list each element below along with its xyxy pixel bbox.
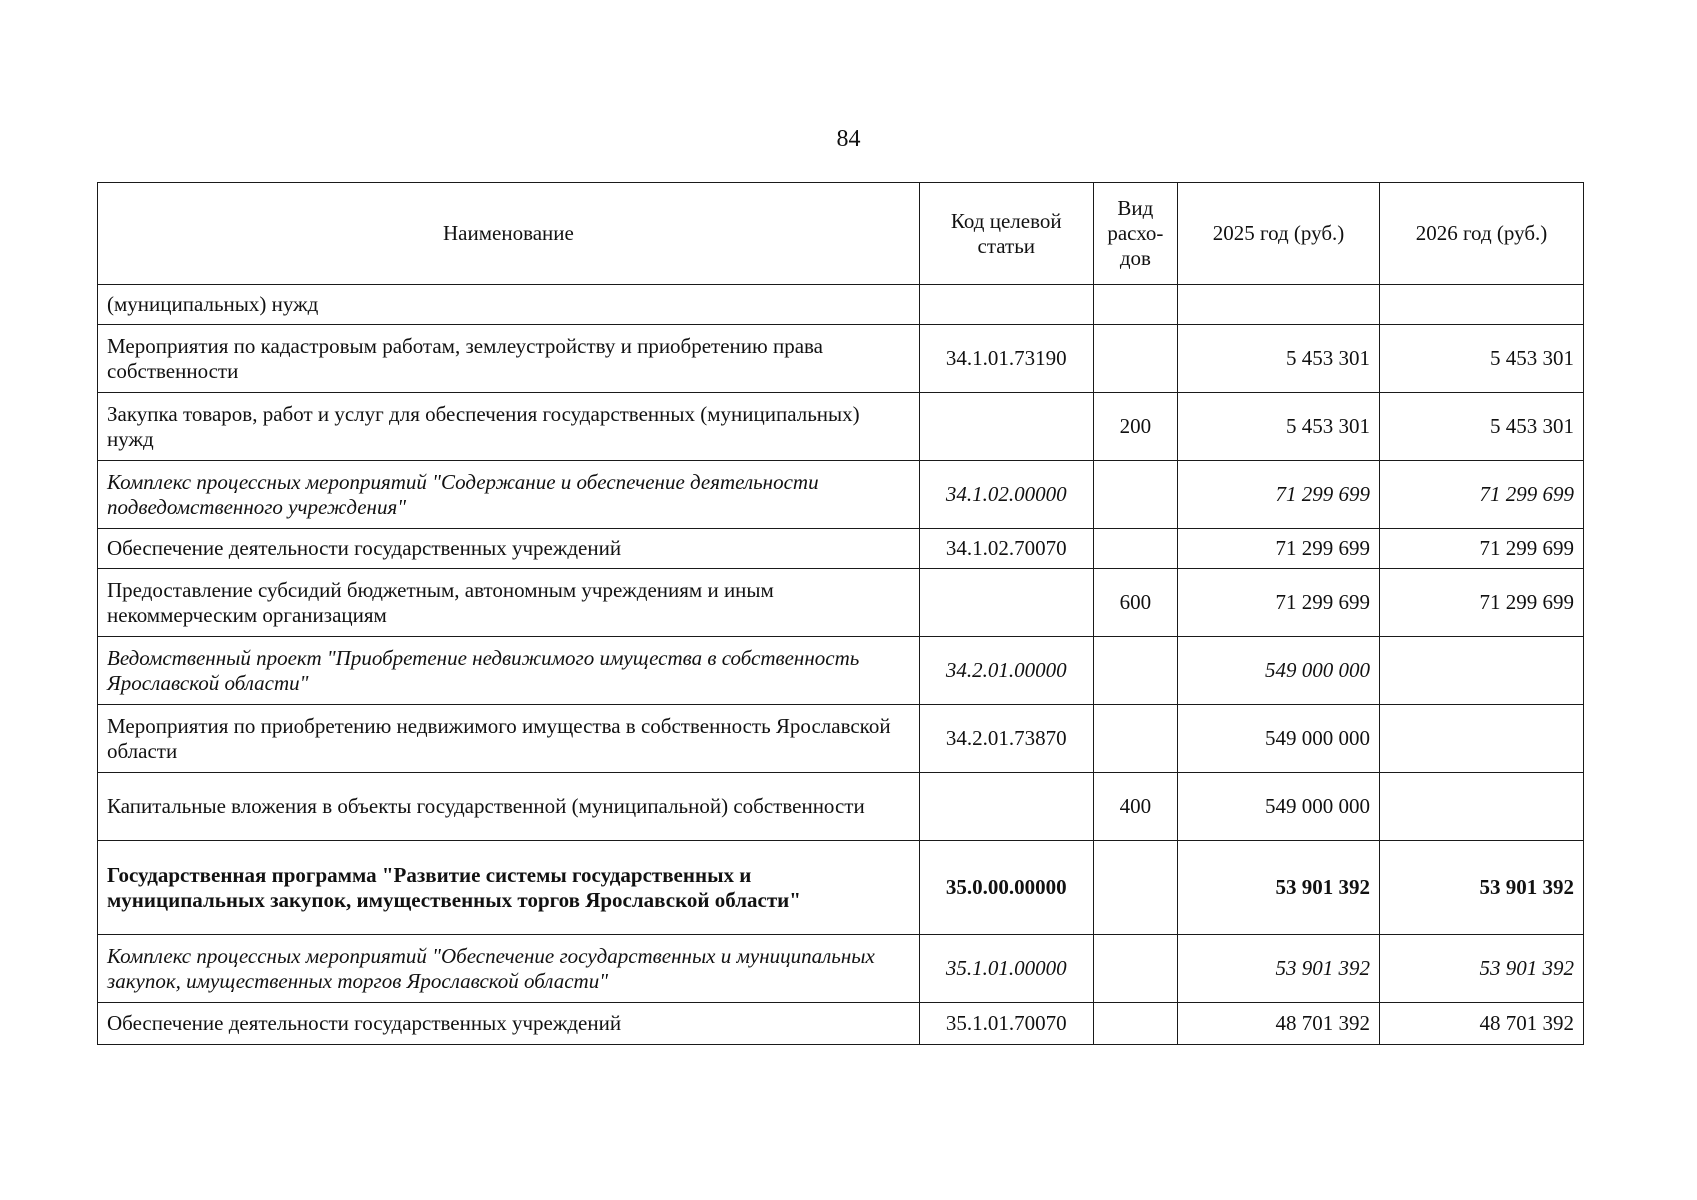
column-header-2026: 2026 год (руб.): [1380, 183, 1584, 285]
cell-2025: 71 299 699: [1178, 569, 1380, 637]
cell-2025: 5 453 301: [1178, 325, 1380, 393]
cell-2025: 549 000 000: [1178, 637, 1380, 705]
cell-2025: 549 000 000: [1178, 705, 1380, 773]
table-row: [98, 935, 1584, 1003]
cell-2026: [1380, 637, 1584, 705]
column-header-code: Код целевой статьи: [919, 183, 1093, 285]
cell-name: (муниципальных) нужд: [98, 285, 920, 325]
column-header-name: Наименование: [98, 183, 920, 285]
cell-kind: [1093, 461, 1177, 529]
cell-code: 35.0.00.00000: [919, 841, 1093, 935]
cell-2025: 71 299 699: [1178, 529, 1380, 569]
cell-kind: [1093, 325, 1177, 393]
cell-2026: 5 453 301: [1380, 325, 1584, 393]
cell-2026: 53 901 392: [1380, 841, 1584, 935]
cell-kind: [1093, 285, 1177, 325]
cell-kind: 400: [1093, 773, 1177, 841]
cell-code: 34.1.02.00000: [919, 461, 1093, 529]
cell-name: Мероприятия по кадастровым работам, землеустройству и приобретению права собственности: [98, 325, 920, 393]
cell-code: 35.1.01.00000: [919, 935, 1093, 1003]
cell-code: 34.2.01.00000: [919, 637, 1093, 705]
cell-2026: 53 901 392: [1380, 935, 1584, 1003]
cell-2026: 48 701 392: [1380, 1003, 1584, 1045]
cell-2025: [1178, 285, 1380, 325]
cell-name: Обеспечение деятельности государственных учреждений: [98, 529, 920, 569]
table-body: [98, 285, 1584, 1045]
cell-kind: [1093, 529, 1177, 569]
cell-2025: 549 000 000: [1178, 773, 1380, 841]
cell-code: 34.1.01.73190: [919, 325, 1093, 393]
cell-2026: [1380, 705, 1584, 773]
cell-2026: 5 453 301: [1380, 393, 1584, 461]
cell-2025: 48 701 392: [1178, 1003, 1380, 1045]
table-row: [98, 1003, 1584, 1045]
cell-code: [919, 569, 1093, 637]
table-row: [98, 773, 1584, 841]
cell-2026: 71 299 699: [1380, 529, 1584, 569]
cell-code: 34.2.01.73870: [919, 705, 1093, 773]
column-header-kind: Вид расхо-дов: [1093, 183, 1177, 285]
cell-kind: [1093, 841, 1177, 935]
cell-name: Обеспечение деятельности государственных учреждений: [98, 1003, 920, 1045]
cell-code: [919, 285, 1093, 325]
table-row: [98, 285, 1584, 325]
cell-2025: 71 299 699: [1178, 461, 1380, 529]
cell-name: Капитальные вложения в объекты государственной (муниципальной) собственности: [98, 773, 920, 841]
cell-code: 34.1.02.70070: [919, 529, 1093, 569]
cell-2026: 71 299 699: [1380, 569, 1584, 637]
cell-kind: [1093, 705, 1177, 773]
budget-table: [97, 182, 1584, 1045]
cell-kind: 200: [1093, 393, 1177, 461]
table-row: [98, 569, 1584, 637]
cell-2025: 53 901 392: [1178, 841, 1380, 935]
cell-code: [919, 773, 1093, 841]
table-row: [98, 841, 1584, 935]
table-row: [98, 325, 1584, 393]
column-header-2025: 2025 год (руб.): [1178, 183, 1380, 285]
table-row: [98, 393, 1584, 461]
cell-2026: [1380, 773, 1584, 841]
cell-kind: [1093, 935, 1177, 1003]
table-header-row: [98, 183, 1584, 285]
table-row: [98, 461, 1584, 529]
cell-2026: [1380, 285, 1584, 325]
cell-name: Комплекс процессных мероприятий "Содержание и обеспечение деятельности подведомственного учреждения": [98, 461, 920, 529]
table-row: [98, 637, 1584, 705]
cell-name: Мероприятия по приобретению недвижимого имущества в собственность Ярославской области: [98, 705, 920, 773]
cell-2025: 5 453 301: [1178, 393, 1380, 461]
cell-name: Закупка товаров, работ и услуг для обеспечения государственных (муниципальных) нужд: [98, 393, 920, 461]
cell-2025: 53 901 392: [1178, 935, 1380, 1003]
table-row: [98, 529, 1584, 569]
cell-name: Ведомственный проект "Приобретение недвижимого имущества в собственность Ярославской области": [98, 637, 920, 705]
cell-name: Предоставление субсидий бюджетным, автономным учреждениям и иным некоммерческим организациям: [98, 569, 920, 637]
cell-2026: 71 299 699: [1380, 461, 1584, 529]
cell-code: 35.1.01.70070: [919, 1003, 1093, 1045]
cell-name: Комплекс процессных мероприятий "Обеспечение государственных и муниципальных закупок, имущественных торгов Ярославской области": [98, 935, 920, 1003]
table-row: [98, 705, 1584, 773]
cell-code: [919, 393, 1093, 461]
cell-kind: 600: [1093, 569, 1177, 637]
page-number: 84: [836, 126, 861, 152]
cell-kind: [1093, 637, 1177, 705]
cell-name: Государственная программа "Развитие системы государственных и муниципальных закупок, имущественных торгов Ярославской области": [98, 841, 920, 935]
cell-kind: [1093, 1003, 1177, 1045]
